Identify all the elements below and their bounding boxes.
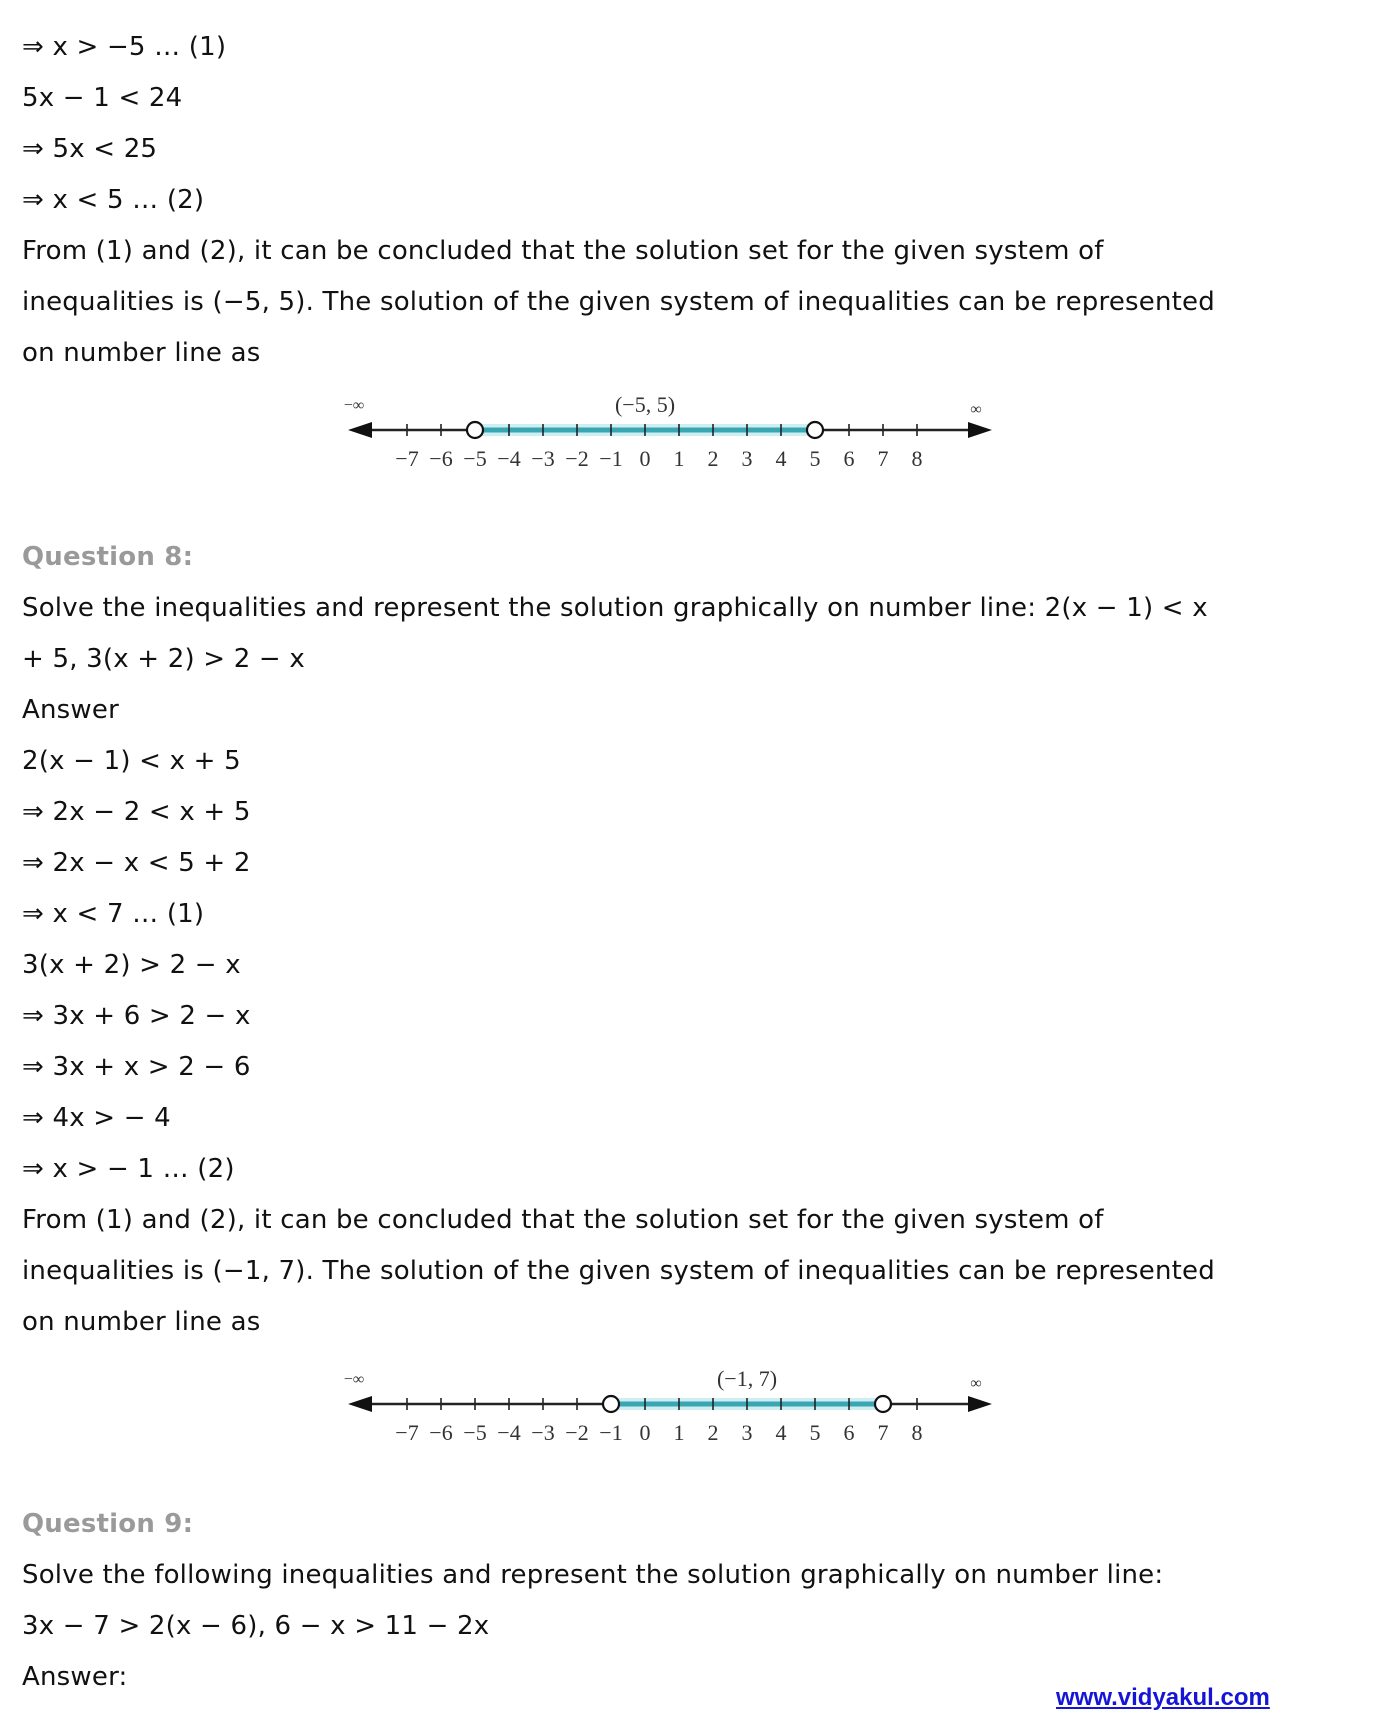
tick-label: 7 [877, 1420, 889, 1445]
tick-label: 0 [639, 446, 651, 471]
question-8-heading: Question 8: [22, 542, 194, 572]
math-step: ⇒ x > − 1 … (2) [22, 1154, 235, 1184]
left-arrow-icon [348, 422, 372, 438]
tick-label: −3 [531, 446, 555, 471]
right-arrow-icon [968, 1396, 992, 1412]
math-step: 5x − 1 < 24 [22, 83, 183, 113]
tick-label: 2 [707, 446, 719, 471]
math-step: ⇒ 4x > − 4 [22, 1103, 171, 1133]
tick-label: −6 [429, 1420, 453, 1445]
minus-infinity-label: −∞ [343, 1371, 365, 1388]
interval-label: (−5, 5) [614, 392, 676, 417]
right-arrow-icon [968, 422, 992, 438]
math-step: ⇒ 2x − 2 < x + 5 [22, 797, 251, 827]
conclusion-text: inequalities is (−5, 5). The solution of the given system of inequalities can be represented [22, 287, 1215, 317]
tick-label: 3 [741, 1420, 753, 1445]
tick-label: −7 [395, 446, 419, 471]
tick-label: 8 [911, 446, 923, 471]
number-line-chart-2 [340, 1354, 1000, 1464]
open-endpoint-circle [467, 422, 483, 438]
conclusion-text: From (1) and (2), it can be concluded that the solution set for the given system of [22, 236, 1104, 266]
infinity-label: ∞ [970, 1375, 982, 1392]
interval-label: (−1, 7) [716, 1366, 778, 1391]
math-step: ⇒ x > −5 … (1) [22, 32, 227, 62]
conclusion-text: From (1) and (2), it can be concluded that the solution set for the given system of [22, 1205, 1104, 1235]
tick-label: 4 [775, 446, 787, 471]
infinity-label: ∞ [970, 401, 982, 418]
tick-label: 1 [673, 446, 685, 471]
tick-label: 4 [775, 1420, 787, 1445]
open-endpoint-circle [807, 422, 823, 438]
conclusion-text: on number line as [22, 1307, 261, 1337]
left-arrow-icon [348, 1396, 372, 1412]
tick-label: −5 [463, 1420, 487, 1445]
open-endpoint-circle [875, 1396, 891, 1412]
tick-label: 8 [911, 1420, 923, 1445]
minus-infinity-label: −∞ [343, 397, 365, 414]
vidyakul-link[interactable]: www.vidyakul.com [1056, 1684, 1270, 1711]
tick-label: −5 [463, 446, 487, 471]
tick-label: 6 [843, 446, 855, 471]
math-step: ⇒ 3x + x > 2 − 6 [22, 1052, 251, 1082]
conclusion-text: inequalities is (−1, 7). The solution of the given system of inequalities can be represented [22, 1256, 1215, 1286]
open-endpoint-circle [603, 1396, 619, 1412]
tick-label: 3 [741, 446, 753, 471]
tick-label: −1 [599, 446, 623, 471]
math-step: ⇒ 3x + 6 > 2 − x [22, 1001, 251, 1031]
answer-label: Answer: [22, 1662, 128, 1692]
number-line-chart-1 [340, 380, 1000, 490]
question-9-prompt: 3x − 7 > 2(x − 6), 6 − x > 11 − 2x [22, 1611, 490, 1641]
math-step: ⇒ 5x < 25 [22, 134, 158, 164]
tick-label: −6 [429, 446, 453, 471]
tick-label: −1 [599, 1420, 623, 1445]
math-step: ⇒ x < 5 … (2) [22, 185, 205, 215]
question-8-prompt: + 5, 3(x + 2) > 2 − x [22, 644, 305, 674]
tick-label: −7 [395, 1420, 419, 1445]
math-step: ⇒ 2x − x < 5 + 2 [22, 848, 251, 878]
tick-label: 1 [673, 1420, 685, 1445]
tick-label: 0 [639, 1420, 651, 1445]
tick-label: 5 [809, 1420, 821, 1445]
tick-label: −4 [497, 446, 521, 471]
question-9-heading: Question 9: [22, 1509, 194, 1539]
math-step: 3(x + 2) > 2 − x [22, 950, 241, 980]
tick-label: 5 [809, 446, 821, 471]
tick-label: −2 [565, 446, 589, 471]
tick-label: 2 [707, 1420, 719, 1445]
tick-label: −2 [565, 1420, 589, 1445]
answer-label: Answer [22, 695, 119, 725]
tick-label: 7 [877, 446, 889, 471]
math-step: 2(x − 1) < x + 5 [22, 746, 241, 776]
question-8-prompt: Solve the inequalities and represent the solution graphically on number line: 2(x − 1) < x [22, 593, 1208, 623]
math-step: ⇒ x < 7 … (1) [22, 899, 205, 929]
tick-label: −3 [531, 1420, 555, 1445]
conclusion-text: on number line as [22, 338, 261, 368]
question-9-prompt: Solve the following inequalities and represent the solution graphically on number line: [22, 1560, 1164, 1590]
tick-label: 6 [843, 1420, 855, 1445]
tick-label: −4 [497, 1420, 521, 1445]
